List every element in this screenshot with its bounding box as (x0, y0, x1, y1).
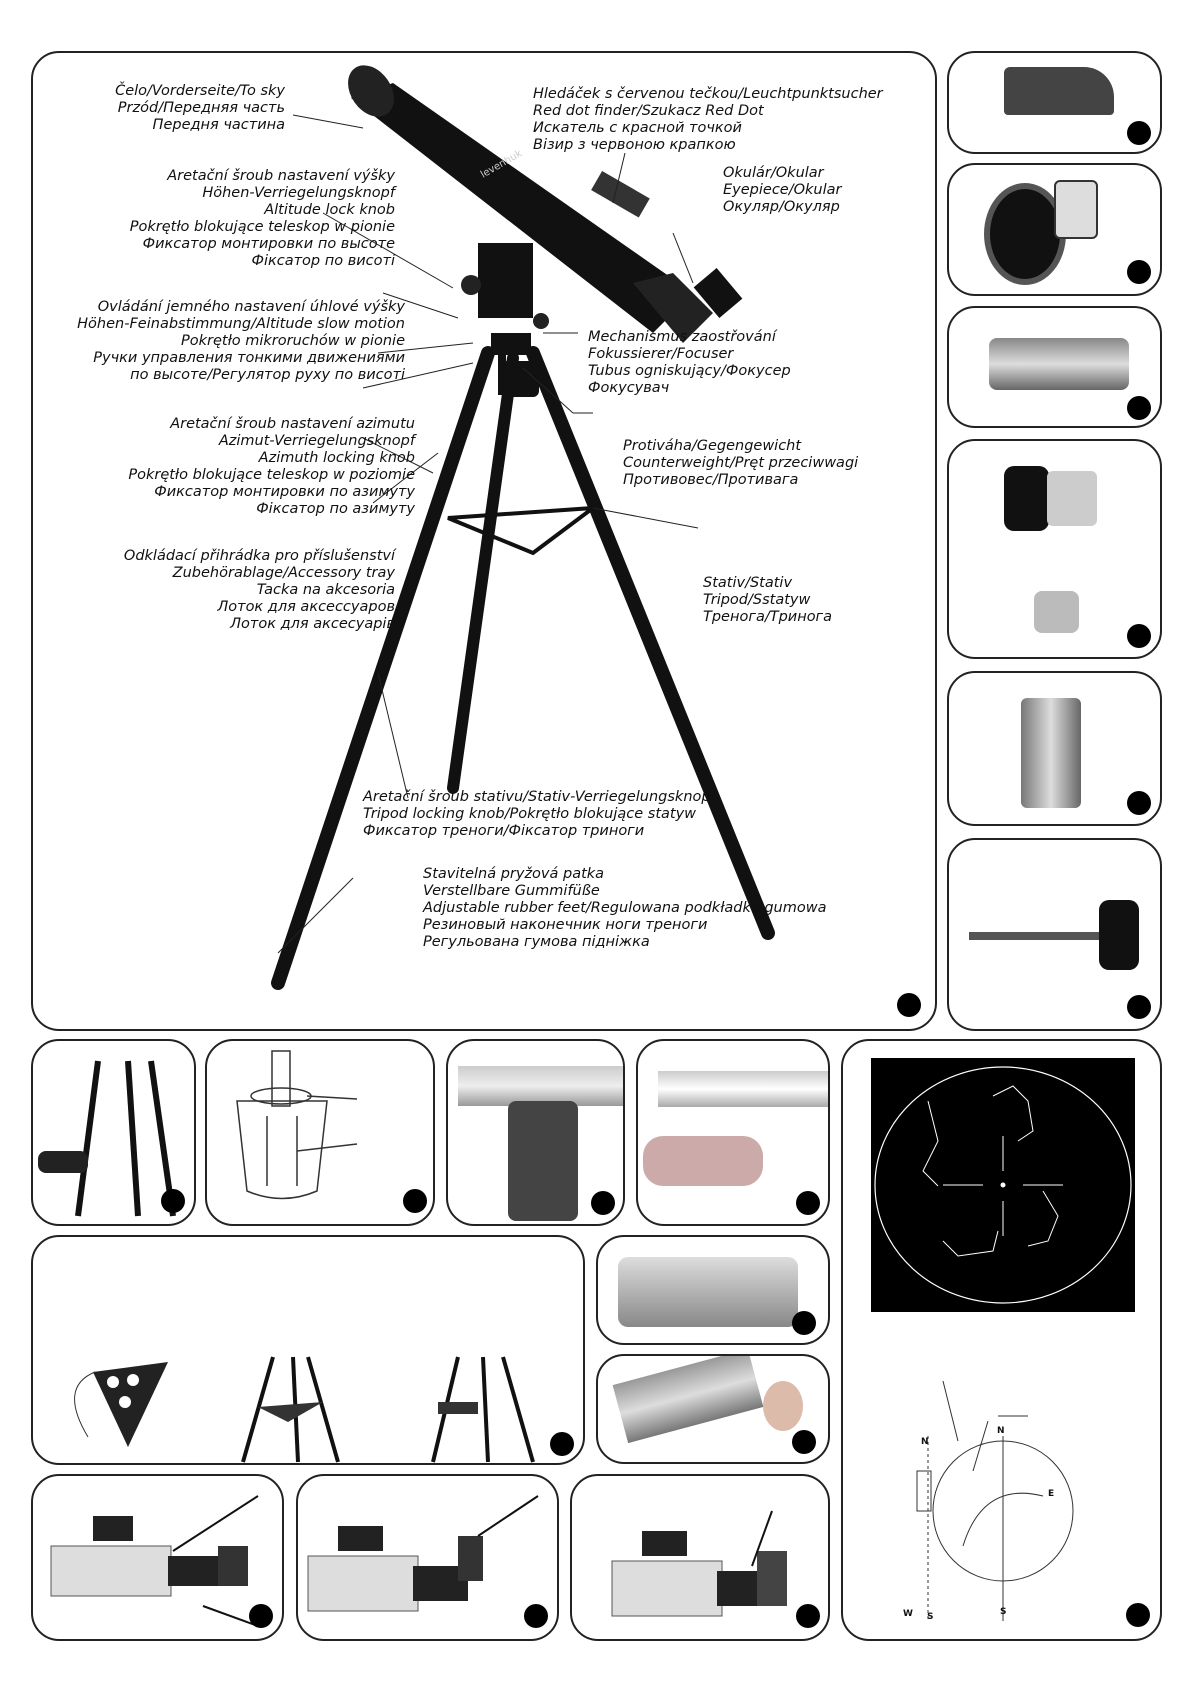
main-diagram-panel (31, 51, 937, 1031)
marker-dot (249, 1604, 273, 1628)
marker-dot (1127, 260, 1151, 284)
label-front: Čelo/Vorderseite/To sky Przód/Передняя часть Передня частина (115, 83, 285, 133)
compass-w: W (903, 1609, 913, 1619)
star-chart-panel (841, 1039, 1162, 1641)
marker-dot (550, 1432, 574, 1456)
diagonal-barrel-image (1054, 180, 1098, 239)
marker-dot (1127, 121, 1151, 145)
compass-s-right: S (1000, 1607, 1007, 1617)
marker-dot (796, 1604, 820, 1628)
hands-image (643, 1136, 763, 1186)
accessory-tray (448, 508, 593, 553)
accessory-panel-counterweight-rod (947, 838, 1162, 1031)
barlow-lens-image (989, 338, 1129, 390)
svg-text:levenhuk: levenhuk (479, 148, 525, 181)
tray-installation-illustration (33, 1237, 585, 1465)
accessory-panel-finder (947, 51, 1162, 154)
label-accessory-tray: Odkládací přihrádka pro příslušenství Zubehörablage/Accessory tray Tacka na akcesoria Лоток для аксессуаров Лоток для аксесуарів (123, 548, 395, 632)
diagonal-step-1-illustration (33, 1476, 284, 1641)
label-eyepiece: Okulár/Okular Eyepiece/Okular Окуляр/Окуляр (723, 165, 842, 215)
marker-dot (524, 1604, 548, 1628)
finder-install-image (618, 1257, 798, 1327)
marker-dot (1127, 396, 1151, 420)
compass-n-left: N (921, 1437, 929, 1447)
step-panel-attach-tube (446, 1039, 625, 1226)
accessory-panel-extension (947, 671, 1162, 826)
label-counterweight: Protiváha/Gegengewicht Counterweight/Pręt przeciwwagi Противовес/Противага (623, 438, 859, 488)
step-panel-leg-clamp (205, 1039, 435, 1226)
label-finder: Hledáček s červenou tečkou/Leuchtpunktsucher Red dot finder/Szukacz Red Dot Искатель с красной точкой Візир з червоною крапкою (533, 86, 883, 153)
finder-alignment-illustration (843, 1041, 1162, 1641)
eyepiece-large-image (1004, 466, 1049, 531)
compass-s-left: S (927, 1612, 934, 1622)
counterweight-rod-image (969, 932, 1109, 940)
step-panel-tighten (636, 1039, 830, 1226)
label-rubber-feet: Stavitelná pryžová patka Verstellbare Gummifüße Adjustable rubber feet/Regulowana podkładka gumowa Резиновый наконечник ноги треноги Регульована гумова підніжка (423, 866, 827, 950)
marker-dot (403, 1189, 427, 1213)
label-tripod: Stativ/Stativ Tripod/Sstatyw Тренога/Тринога (703, 575, 833, 625)
marker-dot (1127, 624, 1151, 648)
marker-dot (792, 1430, 816, 1454)
label-azimuth-lock: Aretační šroub nastavení azimutu Azimut-Verriegelungsknopf Azimuth locking knob Pokrętło blokujące teleskop w poziomie Фиксатор монтировки по азимуту Фіксатор по азимуту (128, 416, 415, 517)
hands-mount-image (508, 1101, 578, 1221)
label-altitude-lock: Aretační šroub nastavení výšky Höhen-Verriegelungsknopf Altitude lock knob Pokrętło blokujące teleskop w pionie Фиксатор монтировки по высоте Фіксатор по висоті (129, 168, 395, 269)
label-altitude-slow-motion: Ovládání jemného nastavení úhlové výšky Höhen-Feinabstimmung/Altitude slow motion Pokrętło mikroruchów w pionie Ручки управления тонкими движениями по высоте/Регулятор руху по висоті (77, 299, 405, 383)
accessory-panel-diagonal (947, 163, 1162, 296)
accessory-panel-barlow (947, 306, 1162, 428)
step-panel-diagonal-2 (296, 1474, 559, 1641)
compass-e: E (1048, 1489, 1055, 1499)
marker-dot (796, 1191, 820, 1215)
step-panel-observer (596, 1354, 830, 1464)
marker-dot (897, 993, 921, 1017)
marker-dot (1126, 1603, 1150, 1627)
compass-n-right: N (997, 1426, 1005, 1436)
marker-dot (1127, 995, 1151, 1019)
red-dot-finder-image (1004, 67, 1114, 115)
label-tripod-lock: Aretační šroub stativu/Stativ-Verriegelungsknopf Tripod locking knob/Pokrętło blokujące statyw Фиксатор треноги/Фіксатор триноги (363, 789, 716, 839)
extension-tube-image (1021, 698, 1081, 808)
marker-dot (1127, 791, 1151, 815)
step-panel-legs (31, 1039, 196, 1226)
step-panel-diagonal-3 (570, 1474, 830, 1641)
diagonal-step-2-illustration (298, 1476, 559, 1641)
marker-dot (161, 1189, 185, 1213)
tube-image (658, 1071, 830, 1107)
marker-dot (792, 1311, 816, 1335)
observer-face-image (763, 1381, 803, 1431)
marker-dot (591, 1191, 615, 1215)
step-panel-accessory-tray (31, 1235, 585, 1465)
diagonal-step-3-illustration (572, 1476, 830, 1641)
label-focuser: Mechanismus zaostřování Fokussierer/Focuser Tubus ogniskujący/Фокусер Фокусувач (588, 329, 791, 396)
eyepiece-small-image (1034, 591, 1079, 633)
accessory-panel-eyepieces (947, 439, 1162, 659)
leg-clamp-illustration (207, 1041, 435, 1226)
counterweight-knob-image (1099, 900, 1139, 970)
step-panel-finder (596, 1235, 830, 1345)
step-panel-diagonal-1 (31, 1474, 284, 1641)
observer-image (613, 1354, 764, 1443)
tube-image (458, 1066, 625, 1106)
eyepiece-large-barrel-image (1047, 471, 1097, 526)
